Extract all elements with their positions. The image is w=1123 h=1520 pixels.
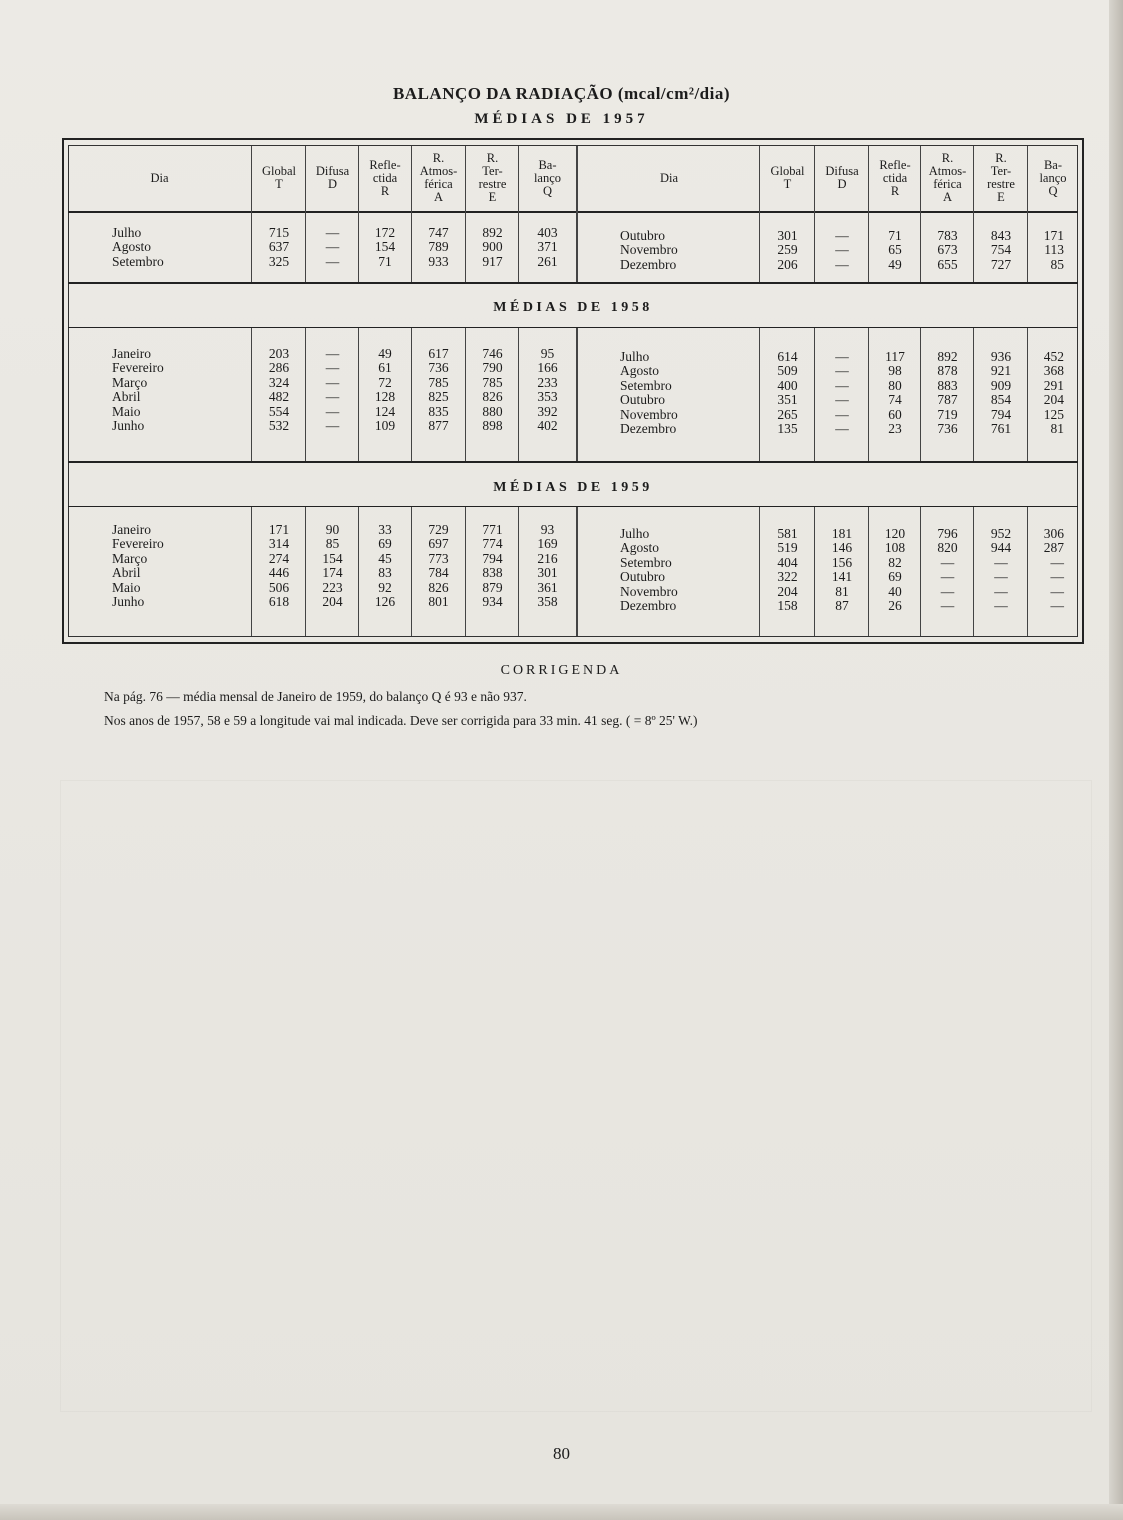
difusa-1957-left: — — — (325, 225, 340, 269)
terrestre-1958-left: 746 790 785 826 880 898 (482, 346, 503, 434)
header-rule (68, 211, 1078, 213)
reflectida-1958-right: 117 98 80 74 60 23 (885, 349, 905, 437)
atmosferica-1958-right: 892 878 883 787 719 736 (937, 349, 958, 437)
atmosferica-1959-left: 729 697 773 784 826 801 (428, 522, 449, 610)
header-atmosferica-right: R. Atmos- férica A (928, 151, 967, 204)
atmosferica-1957-right: 783 673 655 (937, 228, 958, 272)
section-rule-1959 (68, 461, 1078, 463)
balanco-1957-right: 171 113 85 (1043, 228, 1064, 272)
balanco-1959-right: 306 287 — — — — (1043, 526, 1064, 614)
months-1958-left: Janeiro Fevereiro Março Abril Maio Junho (112, 346, 164, 434)
header-difusa-right: Difusa D (825, 164, 859, 191)
balanco-1958-right: 452 368 291 204 125 81 (1043, 349, 1064, 437)
header-reflectida-left: Refle- ctida R (369, 157, 401, 198)
corrigenda-line-2: Nos anos de 1957, 58 e 59 a longitude vai mal indicada. Deve ser corrigida para 33 min. 41 seg. ( = 8º 25' W.) (104, 713, 698, 728)
header-terrestre-right: R. Ter- restre E (987, 151, 1015, 204)
page-edge-bottom (0, 1504, 1123, 1520)
global-1957-right: 301 259 206 (777, 228, 798, 272)
reflectida-1957-right: 71 65 49 (888, 228, 902, 272)
global-1959-left: 171 314 274 446 506 618 (268, 522, 290, 610)
global-1958-left: 203 286 324 482 554 532 (268, 346, 290, 434)
header-global-right: Global T (770, 164, 805, 191)
global-1959-right: 581 519 404 322 204 158 (777, 526, 798, 614)
show-through-ghost-table (60, 780, 1092, 1412)
atmosferica-1959-right: 796 820 — — — — (937, 526, 958, 614)
section-rule-1958-body (68, 327, 1078, 328)
atmosferica-1958-left: 617 736 785 825 835 877 (428, 346, 449, 434)
header-global-left: Global T (261, 164, 297, 191)
reflectida-1957-left: 172 154 71 (374, 225, 396, 269)
terrestre-1957-right: 843 754 727 (990, 228, 1012, 272)
section-rule-1959-body (68, 506, 1078, 507)
balanco-1959-left: 93 169 216 301 361 358 (537, 522, 558, 610)
terrestre-1957-left: 892 900 917 (482, 225, 503, 269)
column-rule (577, 328, 578, 461)
section-title-1958: MÉDIAS DE 1958 (493, 300, 653, 315)
difusa-1957-right: — — — (835, 228, 849, 272)
global-1958-right: 614 509 400 351 265 135 (777, 349, 798, 437)
months-1957-right: Outubro Novembro Dezembro (620, 228, 678, 272)
header-dia-left: Dia (150, 170, 169, 185)
corrigenda-title: CORRIGENDA (500, 663, 623, 678)
terrestre-1959-right: 952 944 — — — — (990, 526, 1012, 614)
months-1957-left: Julho Agosto Setembro (112, 225, 164, 269)
section-rule-1958 (68, 282, 1078, 284)
global-1957-left: 715 637 325 (268, 225, 290, 269)
section-title-1959: MÉDIAS DE 1959 (493, 480, 653, 495)
section-title-1957: MÉDIAS DE 1957 (474, 111, 649, 127)
column-rule (577, 507, 578, 636)
difusa-1958-right: — — — — — — (835, 349, 849, 437)
corrigenda-line-1: Na pág. 76 — média mensal de Janeiro de 1959, do balanço Q é 93 e não 937. (104, 689, 527, 704)
header-terrestre-left: R. Ter- restre E (478, 151, 507, 204)
page-title: BALANÇO DA RADIAÇÃO (mcal/cm²/dia) (392, 84, 731, 103)
terrestre-1959-left: 771 774 794 838 879 934 (482, 522, 503, 610)
months-1958-right: Julho Agosto Setembro Outubro Novembro Dezembro (620, 349, 678, 437)
header-balanco-right: Ba- lanço Q (1039, 157, 1067, 198)
terrestre-1958-right: 936 921 909 854 794 761 (990, 349, 1012, 437)
difusa-1958-left: — — — — — — (325, 346, 340, 434)
difusa-1959-left: 90 85 154 174 223 204 (322, 522, 343, 610)
months-1959-right: Julho Agosto Setembro Outubro Novembro Dezembro (620, 526, 678, 614)
months-1959-left: Janeiro Fevereiro Março Abril Maio Junho (112, 522, 164, 610)
header-reflectida-right: Refle- ctida R (879, 157, 911, 198)
balanco-1957-left: 403 371 261 (537, 225, 558, 269)
page-edge-right (1109, 0, 1123, 1520)
reflectida-1959-right: 120 108 82 69 40 26 (884, 526, 906, 614)
header-dia-right: Dia (659, 170, 679, 185)
balanco-1958-left: 95 166 233 353 392 402 (537, 346, 558, 434)
difusa-1959-right: 181 146 156 141 81 87 (831, 526, 853, 614)
atmosferica-1957-left: 747 789 933 (428, 225, 449, 269)
header-balanco-left: Ba- lanço Q (533, 157, 562, 198)
header-atmosferica-left: R. Atmos- férica A (419, 151, 458, 204)
header-difusa-left: Difusa D (315, 164, 350, 191)
page-number: 80 (553, 1444, 570, 1463)
reflectida-1958-left: 49 61 72 128 124 109 (374, 346, 396, 434)
reflectida-1959-left: 33 69 45 83 92 126 (374, 522, 396, 610)
